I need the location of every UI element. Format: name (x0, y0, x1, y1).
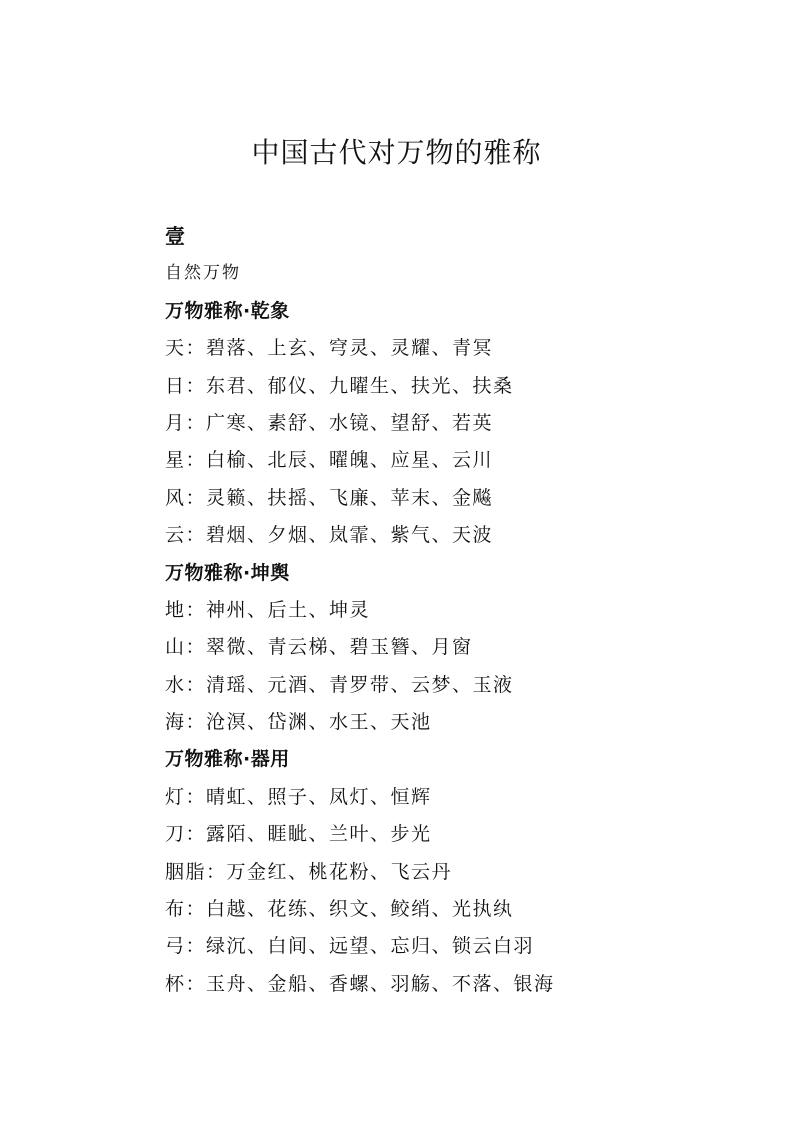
part-label: 壹 (165, 224, 186, 248)
part-subtitle: 自然万物 (165, 263, 241, 284)
entry-line: 风：灵籁、扶摇、飞廉、苹末、金飚 (165, 486, 494, 509)
entry-line: 刀：露陌、睚眦、兰叶、步光 (165, 823, 432, 846)
section-heading: 万物雅称·坤舆 (165, 561, 290, 584)
section-kunyu (165, 555, 725, 742)
entry-line: 地：神州、后土、坤灵 (165, 598, 371, 621)
entry-line: 日：东君、郁仪、九曜生、扶光、扶桑 (165, 374, 514, 397)
entry-line: 灯：晴虹、照子、凤灯、恒辉 (165, 785, 432, 808)
entry-line: 云：碧烟、夕烟、岚霏、紫气、天波 (165, 524, 494, 547)
entry-line: 星：白榆、北辰、曜魄、应星、云川 (165, 449, 494, 472)
entry-line: 胭脂：万金红、桃花粉、飞云丹 (165, 860, 453, 883)
page-title: 中国古代对万物的雅称 (251, 136, 542, 169)
entry-line: 海：沧溟、岱渊、水王、天池 (165, 711, 432, 734)
entry-line: 水：清瑶、元酒、青罗带、云梦、玉液 (165, 673, 514, 696)
document-body (165, 218, 725, 1003)
entry-line: 弓：绿沉、白间、远望、忘归、锁云白羽 (165, 935, 535, 958)
entry-line: 布：白越、花练、织文、鲛绡、光执纨 (165, 898, 514, 921)
section-heading: 万物雅称·乾象 (165, 299, 290, 322)
section-qiyong (165, 741, 725, 1003)
section-qianxiang (165, 293, 725, 555)
section-heading: 万物雅称·器用 (165, 748, 290, 771)
entry-line: 山：翠微、青云梯、碧玉簪、月窗 (165, 636, 473, 659)
entry-line: 杯：玉舟、金船、香螺、羽觞、不落、银海 (165, 972, 555, 995)
entry-line: 月：广寒、素舒、水镜、望舒、若英 (165, 411, 494, 434)
entry-line: 天：碧落、上玄、穹灵、灵耀、青冥 (165, 337, 494, 360)
